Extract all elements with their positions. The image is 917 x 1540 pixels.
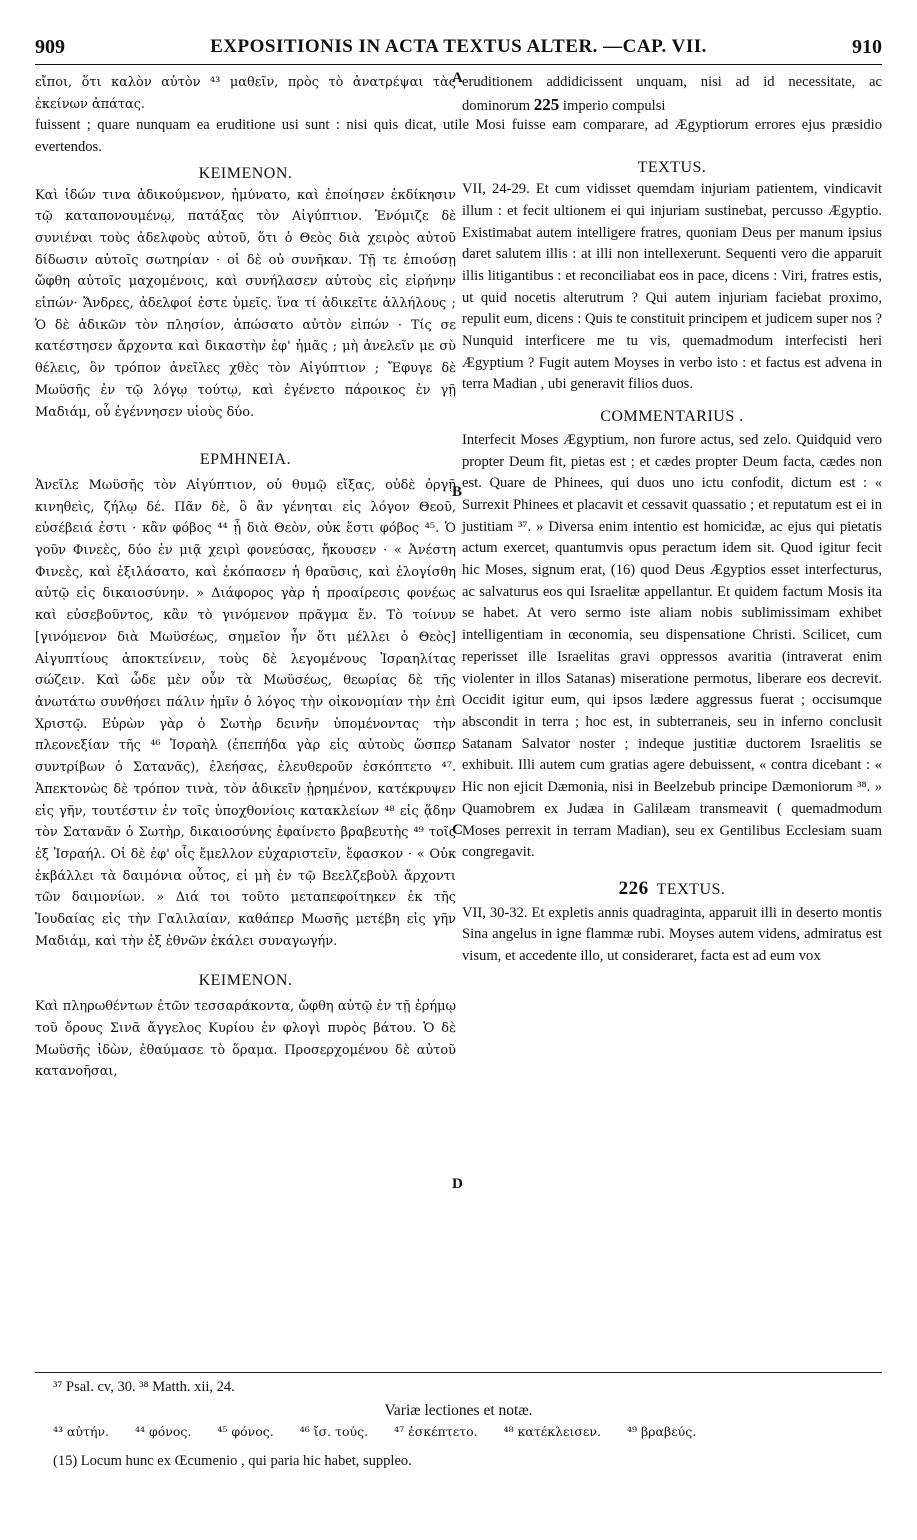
column-number-225: 225	[533, 94, 560, 114]
margin-letter-b: B	[452, 484, 463, 500]
running-title: EXPOSITIONIS IN ACTA TEXTUS ALTER. —CAP. VII.	[210, 36, 707, 57]
textus-heading-2-label: TEXTUS.	[656, 880, 726, 898]
page-number-right: 910	[852, 36, 882, 58]
running-header	[35, 34, 882, 65]
footnote-rule	[35, 1372, 882, 1373]
variant-47: ⁴⁷ ἐσκέπτετο.	[394, 1424, 478, 1439]
textus-text-1: VII, 24-29. Et cum vidisset quemdam injuriam patientem, vindicavit illum : et fecit ultionem ei qui injuriam sustinebat, percusso Ægyptio. Existimabat autem intelligere fratres, quoniam Deus per manum ipsius daret salutem illis : at illi non intellexerunt. Sequenti vero die apparuit illis litigantibus : et reconciliabat eos in pace, dicens : Viri, fratres estis, ut quid nocetis alterutrum ? Qui autem injuriam faciebat proximo, repulit eum, dicens : Quis te constituit principem et judicem super nos ? Nunquid interficere me tu vis, quemadmodum interfecisti heri Ægyptium ? Fugit autem Moyses in verbo isto : et factus est advena in terra Madian , ubi generavit filios duos.	[462, 181, 882, 393]
variant-readings	[53, 1424, 882, 1439]
footnotes	[35, 1372, 882, 1470]
latin-intro-b: imperio compulsi	[562, 97, 666, 114]
variant-49: ⁴⁹ βραβεύς.	[626, 1424, 697, 1439]
commentarius-heading: COMMENTARIUS .	[600, 408, 744, 426]
variant-46: ⁴⁶ ἴσ. τούς.	[299, 1424, 369, 1439]
variant-45: ⁴⁵ φόνος.	[217, 1424, 274, 1439]
scripture-references: ³⁷ Psal. cv, 30. ³⁸ Matth. xii, 24.	[53, 1379, 235, 1395]
margin-letter-a: A	[452, 70, 463, 86]
keimenon-text-2: Καὶ πληρωθέντων ἐτῶν τεσσαράκοντα, ὤφθη αὐτῷ ἐν τῇ ἐρήμῳ τοῦ ὄρους Σινᾶ ἄγγελος Κυρίου ἐν φλογὶ πυρὸς βάτου. Ὁ δὲ Μωϋσῆς ἰδὼν, ἐθαύμασε τὸ ὅραμα. Προσερχομένου δὲ αὐτοῦ κατανοῆσαι,	[35, 999, 456, 1080]
variant-43: ⁴³ αὐτήν.	[53, 1424, 110, 1439]
variant-48: ⁴⁸ κατέκλεισεν.	[503, 1424, 601, 1439]
keimenon-heading-2: ΚΕΙΜΕΝΟΝ.	[198, 972, 293, 990]
greek-intro: εἴποι, ὅτι καλὸν αὐτὸν ⁴³ μαθεῖν, πρὸς τὸ ἀνατρέψαι τὰς ἐκείνων ἀπάτας.	[35, 75, 456, 112]
commentarius-text: Interfecit Moses Ægyptium, non furore actus, sed zelo. Quidquid vero propter Deum fit, pietas est ; et cædes propter Deum facta, cædes non est. Quare de Phinees, qui duos uno ictu confodit, dictum est : « Surrexit Phinees et placavit et cessavit quassatio ; et reputatum est ei in justitiam ³⁷. » Diversa enim intentio est homicidæ, ac ejus qui pietatis actum exercet, quantumvis opus peractum idem sit. Quod igitur fecit hic Moses, signum erat, (16) quod Deus Ægyptios esset interfecturus, ac salvaturus eos qui Israelitæ appellantur. Et quidem factum Mosis ita se habet. At vero sermo iste aliam nobis sublimissimam exhibet intelligentiam in œconomia, seu dispensatione Christi. Scilicet, cum reperisset ille Israelitas gravi oppressos avaritia (intraverat enim violenter in illos Satanas) miseratione permotus, liberare eos decrevit. Occidit igitur eum, qui ipsos lædere aggressus fuerat ; occisumque abscondit in terra ; hoc est, in subterraneis, seu in inferno conclusit Satanam Salvator noster ; indeque justitiæ ductorem Israelitis se exhibuit. Illi autem cum gratias agere debuissent, « contra dicebant : « Hic non ejicit Dæmonia, nisi in Beelzebub principe Dæmoniorum ³⁸. » Quamobrem ex Judæa in Galilæam transmeavit ( quemadmodum Moses perrexit in terram Madian), seu ex Gentilibus Ecclesiam suam congregavit.	[462, 431, 882, 861]
hermeneia-text: Ἀνεῖλε Μωϋσῆς τὸν Αἰγύπτιον, οὐ θυμῷ εἴξας, οὐδὲ ὀργῇ κινηθεὶς, ζήλῳ δέ. Πᾶν δὲ, ὃ ἂν γένηται εἰς λόγον Θεοῦ, εὐσέβειά ἐστι · κἂν φόβος ⁴⁴ ᾖ διὰ Θεὸν, οὐκ ἔστι φόβος ⁴⁵. Ὁ γοῦν Φινεὲς, δύο ἐν μιᾷ χειρὶ φονεύσας, ἤκουσεν · « Ἀνέστη Φινεὲς, καὶ ἐξιλάσατο, καὶ ἐκόπασεν ἡ θραῦσις, καὶ ἐλογίσθη αὐτῷ εἰς δικαιοσύνην. » Διάφορος γὰρ ἡ προαίρεσις φονέως καὶ εὐσεβοῦντος, κἂν τὸ γινόμενον πρᾶγμα ἕν. Τὸ τοίνυν [γινόμενον διὰ Μωϋσέως, σημεῖον ἦν ὅτι μέλλει ὁ Θεὸς] Αἰγυπτίους ἀποκτείνειν, τοὺς δὲ λεγομένους Ἰσραηλίτας σώζειν. Καὶ ὧδε μὲν οὖν τὰ Μωϋσέως, θεωρίας δὲ τῆς ἀνωτάτω συνθήσει πάλιν ἡμῖν ὁ λόγος τὴν οἰκονομίαν τὴν ἐπὶ Χριστῷ. Εὑρὼν γὰρ ὁ Σωτὴρ δεινῆν ὑπομένοντας τὴν πλεονεξίαν τῆς ⁴⁶ Ἰσραὴλ (ἐπεπήδα γὰρ εἰς αὐτοὺς ὥσπερ συντρίβων ὁ Σατανᾶς), ἐλεήσας, ἐλευθεροῦν ἐσκόπτετο ⁴⁷. Ἀπεκτονὼς δὲ τρόπον τινὰ, τὸν ἀδικεῖν ᾑρημένον, κατέκρυψεν εἰς γῆν, τουτέστιν ἐν τοῖς ὑποχθονίοις κατακλείων ⁴⁸ εἰς ᾅδην τὸν Σατανᾶν ὁ Σωτὴρ, δικαιοσύνης ἐφαίνετο βραβευτὴς ⁴⁹ τοῖς ἐξ Ἰσραήλ. Οἱ δὲ ἐφ' οἷς ἔμελλον εὐχαριστεῖν, ἔφασκον · « Οὐκ ἐκβάλλει τὰ δαιμόνια οὗτος, εἰ μὴ ἐν τῷ Βεελζεβοὺλ ἄρχοντι τῶν δαιμονίων. » Διά τοι τοῦτο μεταπεφοίτηκεν ἐκ τῆς Ἰουδαίας εἰς τὴν Γαλιλαίαν, καθάπερ Μωσῆς μετέβη εἰς γῆν Μαδιάμ, καὶ τὴν ἐξ ἐθνῶν ἐκάλει συναγωγήν.	[35, 477, 456, 949]
hermeneia-heading: ΕΡΜΗΝΕΙΑ.	[199, 451, 292, 469]
latin-intro	[462, 72, 882, 117]
latin-intro-spanning: fuissent ; quare nunquam ea eruditione usi sunt : nisi quis dicat, utile Mosi fuisse eam comparare, ad Ægyptiorum errores ejus præsidio evertendos.	[35, 117, 882, 156]
latin-column	[462, 72, 882, 968]
textus-text-2: VII, 30-32. Et expletis annis quadraginta, apparuit illi in deserto montis Sina angelus in igne flammæ rubi. Moyses autem videns, admiratus est visum, et accedente illo, ut consideraret, facta est ad eum vox	[462, 904, 882, 965]
textus-heading-2	[462, 878, 882, 901]
variae-lectiones-title: Variæ lectiones et notæ.	[384, 1402, 533, 1419]
variant-44: ⁴⁴ φόνος.	[135, 1424, 192, 1439]
margin-letter-d: D	[452, 1176, 463, 1192]
page-number-left: 909	[35, 36, 65, 58]
keimenon-text-1: Καὶ ἰδών τινα ἀδικούμενον, ἠμύνατο, καὶ ἐποίησεν ἐκδίκησιν τῷ καταπονουμένῳ, πατάξας τὸν Αἰγύπτιον. Ἐνόμιζε δὲ συνιέναι τοὺς ἀδελφοὺς αὐτοῦ, ὅτι ὁ Θεὸς διὰ χειρὸς αὐτοῦ δίδωσιν αὐτοῖς σωτηρίαν · οἱ δὲ οὐ συνῆκαν. Τῇ τε ἐπιούσῃ ὤφθη αὐτοῖς μαχομένοις, καὶ συνήλασεν αὐτοὺς εἰς εἰρήνην εἰπών· Ἄνδρες, ἀδελφοί ἐστε ὑμεῖς. ἵνα τί ἀδικεῖτε ἀλλήλους ; Ὁ δὲ ἀδικῶν τὸν πλησίον, ἀπώσατο αὐτὸν εἰπών · Τίς σε κατέστησεν ἄρχοντα καὶ δικαστὴν ἐφ' ἡμᾶς ; μὴ ἀνελεῖν με σὺ θέλεις, ὃν τρόπον ἀνεῖλες χθὲς τὸν Αἰγύπτιον ; Ἔφυγε δὲ Μωϋσῆς ἐν τῷ λόγῳ τούτῳ, καὶ ἐγένετο πάροικος ἐν γῇ Μαδιάμ, οὗ ἐγέννησεν υἱοὺς δύο.	[35, 187, 456, 420]
column-number-226: 226	[618, 877, 649, 899]
margin-letter-c: C	[452, 822, 463, 838]
latin-intro-a: eruditionem addidicissent unquam, nisi ad id necessitate, ac dominorum	[462, 74, 882, 114]
keimenon-heading-1: ΚΕΙΜΕΝΟΝ.	[198, 164, 293, 182]
textus-heading-1: TEXTUS.	[637, 159, 707, 177]
editor-note-15: (15) Locum hunc ex Œcumenio , qui paria hic habet, suppleo.	[53, 1453, 412, 1469]
